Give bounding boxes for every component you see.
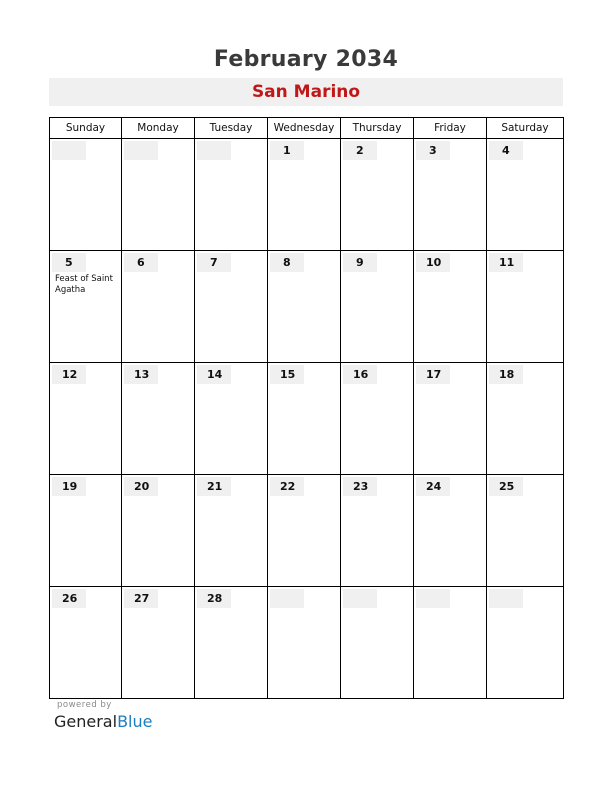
day-number: 3	[416, 141, 450, 160]
day-cell[interactable]	[414, 587, 487, 699]
empty-day-marker	[489, 589, 523, 608]
week-row	[50, 475, 564, 587]
day-cell[interactable]	[268, 363, 341, 475]
day-number: 10	[416, 253, 450, 272]
day-cell[interactable]	[487, 139, 564, 251]
weekday-tuesday: Tuesday	[195, 118, 268, 139]
day-number: 26	[52, 589, 86, 608]
day-number: 1	[270, 141, 304, 160]
empty-day-marker	[270, 589, 304, 608]
day-cell[interactable]	[195, 587, 268, 699]
day-cell[interactable]	[268, 251, 341, 363]
day-number: 25	[489, 477, 523, 496]
empty-day-marker	[52, 141, 86, 160]
day-number: 7	[197, 253, 231, 272]
day-cell[interactable]	[195, 475, 268, 587]
day-cell[interactable]	[341, 251, 414, 363]
weekday-header-row	[50, 118, 564, 139]
day-number: 19	[52, 477, 86, 496]
week-row	[50, 251, 564, 363]
day-number: 8	[270, 253, 304, 272]
day-cell[interactable]	[341, 475, 414, 587]
day-cell[interactable]	[487, 475, 564, 587]
day-number: 2	[343, 141, 377, 160]
day-cell[interactable]	[122, 475, 195, 587]
day-number: 20	[124, 477, 158, 496]
day-cell[interactable]	[50, 363, 122, 475]
day-number: 23	[343, 477, 377, 496]
weekday-friday: Friday	[414, 118, 487, 139]
day-number: 21	[197, 477, 231, 496]
weekday-sunday: Sunday	[50, 118, 122, 139]
day-number: 24	[416, 477, 450, 496]
day-cell[interactable]	[50, 139, 122, 251]
day-cell[interactable]	[268, 587, 341, 699]
week-row	[50, 587, 564, 699]
day-number: 9	[343, 253, 377, 272]
day-number: 14	[197, 365, 231, 384]
calendar-grid	[49, 117, 564, 699]
day-cell[interactable]	[341, 139, 414, 251]
brand-blue: Blue	[117, 712, 153, 731]
day-cell[interactable]	[487, 251, 564, 363]
weekday-saturday: Saturday	[487, 118, 564, 139]
weekday-wednesday: Wednesday	[268, 118, 341, 139]
day-number: 15	[270, 365, 304, 384]
day-cell[interactable]	[195, 363, 268, 475]
day-cell[interactable]	[122, 139, 195, 251]
day-cell[interactable]	[414, 251, 487, 363]
day-number: 28	[197, 589, 231, 608]
empty-day-marker	[416, 589, 450, 608]
day-cell[interactable]	[341, 587, 414, 699]
weekday-thursday: Thursday	[341, 118, 414, 139]
day-cell[interactable]	[414, 363, 487, 475]
day-cell[interactable]	[50, 475, 122, 587]
day-number: 13	[124, 365, 158, 384]
empty-day-marker	[343, 589, 377, 608]
week-row	[50, 363, 564, 475]
day-cell[interactable]	[414, 139, 487, 251]
day-cell[interactable]	[487, 363, 564, 475]
day-number: 22	[270, 477, 304, 496]
country-banner	[49, 78, 563, 106]
day-number: 27	[124, 589, 158, 608]
holiday-label: Feast of Saint Agatha	[55, 274, 113, 295]
brand-general: General	[54, 712, 118, 731]
day-cell[interactable]	[268, 475, 341, 587]
day-number: 17	[416, 365, 450, 384]
generalblue-logo[interactable]	[54, 712, 152, 731]
day-cell[interactable]	[50, 251, 122, 363]
day-cell[interactable]	[195, 139, 268, 251]
day-cell[interactable]	[341, 363, 414, 475]
day-cell[interactable]	[122, 251, 195, 363]
empty-day-marker	[197, 141, 231, 160]
week-row	[50, 139, 564, 251]
day-cell[interactable]	[268, 139, 341, 251]
day-number: 6	[124, 253, 158, 272]
weekday-monday: Monday	[122, 118, 195, 139]
day-number: 16	[343, 365, 377, 384]
day-cell[interactable]	[414, 475, 487, 587]
day-cell[interactable]	[195, 251, 268, 363]
day-number: 18	[489, 365, 523, 384]
empty-day-marker	[124, 141, 158, 160]
powered-by-label: powered by	[57, 700, 112, 710]
day-number: 11	[489, 253, 523, 272]
calendar-body	[50, 139, 564, 699]
day-cell[interactable]	[122, 587, 195, 699]
day-number: 12	[52, 365, 86, 384]
country-name: San Marino	[251, 82, 361, 102]
day-number: 5	[52, 253, 86, 272]
day-number: 4	[489, 141, 523, 160]
day-cell[interactable]	[50, 587, 122, 699]
day-cell[interactable]	[487, 587, 564, 699]
page-title: February 2034	[213, 47, 399, 72]
day-cell[interactable]	[122, 363, 195, 475]
